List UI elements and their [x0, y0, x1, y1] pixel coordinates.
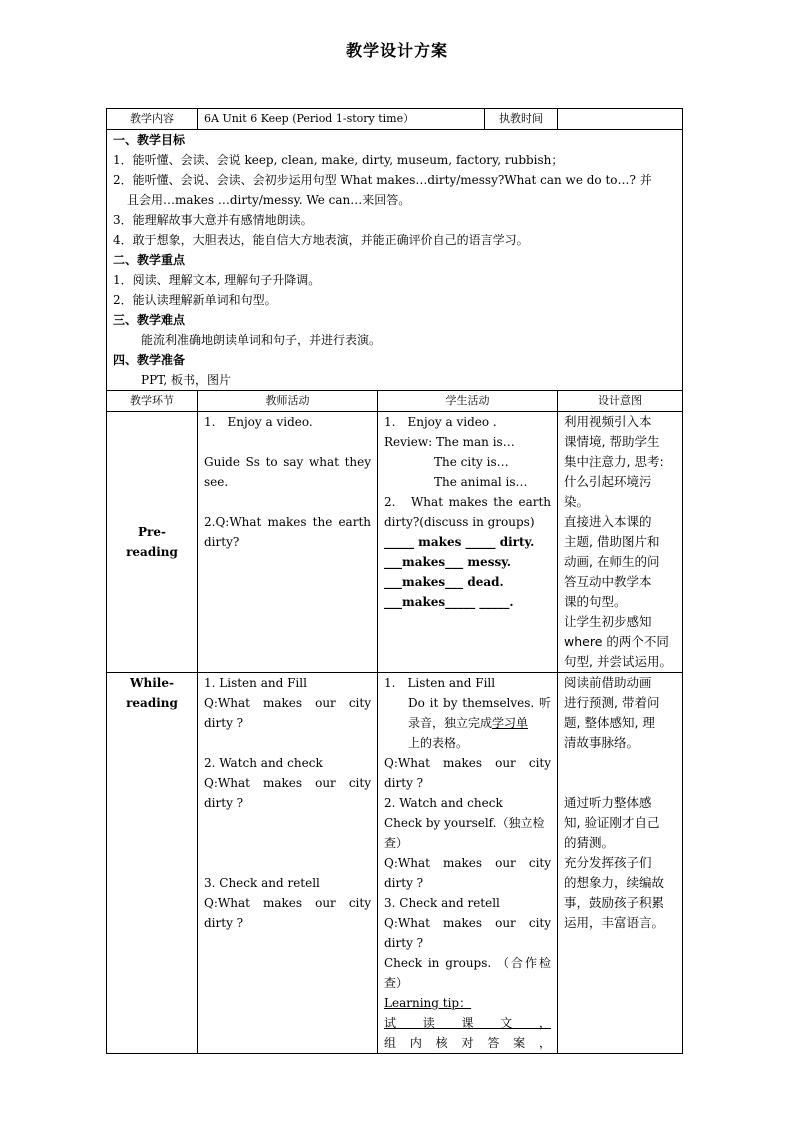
teacher-line: dirty ? [204, 716, 244, 730]
student-line: dirty ? [384, 776, 424, 790]
student-line: _____ makes _____ dirty. [384, 535, 535, 549]
intent-line: 集中注意力, 思考: [564, 454, 664, 469]
table-row [107, 673, 683, 1054]
teacher-line: 2. Watch and check [204, 756, 323, 770]
student-line: dirty?(discuss in groups) [384, 515, 535, 529]
stage-label: Pre-reading [107, 412, 198, 673]
intent-line: 动画, 在师生的问 [564, 554, 660, 569]
intent-line: 课的句型。 [564, 594, 627, 609]
intent-line: 事，鼓励孩子积累 [564, 895, 665, 910]
student-line: The animal is… [434, 475, 528, 489]
student-line: 查） [384, 836, 409, 850]
intent-line: 运用，丰富语言。 [564, 915, 665, 930]
student-line: 1. Enjoy a video . [384, 415, 497, 429]
student-line: 试 读 课 文 ， [384, 1016, 552, 1030]
student-line: 2. What makes the earth [384, 495, 552, 509]
student-line: The city is… [434, 455, 509, 469]
header-row [107, 109, 683, 130]
column-header: 学生活动 [378, 391, 558, 412]
student-line: Review: The man is… [384, 435, 515, 449]
student-line: Q:What makes our city [384, 856, 552, 870]
page-title: 教学设计方案 [345, 41, 448, 60]
intent-line: 答互动中教学本 [564, 574, 652, 589]
teacher-line: dirty? [204, 535, 240, 549]
intent-line: 课情境, 帮助学生 [564, 434, 660, 449]
intent-line: 的猜测。 [564, 835, 615, 850]
student-line: 组 内 核 对 答 案 ， [384, 1036, 552, 1050]
teacher-line: Q:What makes our city [204, 696, 371, 710]
stage-line: reading [126, 696, 178, 710]
student-line: Q:What makes our city [384, 756, 552, 770]
objective-item: 2．能听懂、会说、会读、会初步运用句型 What makes…dirty/messy?What can we do to…? 并 [113, 173, 652, 187]
teacher-line: see. [204, 475, 229, 489]
objective-item: 且会用…makes …dirty/messy. We can…来回答。 [127, 193, 411, 207]
teacher-line: dirty ? [204, 796, 244, 810]
intent-line: 清故事脉络。 [564, 735, 640, 750]
intent-line: 知, 验证刚才自己 [564, 815, 660, 830]
intent-line: 的想象力，续编故 [564, 875, 665, 890]
teacher-line: dirty ? [204, 916, 244, 930]
worksheet-link: 学习单 [492, 716, 529, 730]
difficulty-item: 能流利准确地朗读单词和句子，并进行表演。 [141, 333, 382, 347]
student-line: Check by yourself.（独立检 [384, 816, 545, 830]
design-intent [558, 673, 683, 1054]
student-line: Q:What makes our city [384, 916, 552, 930]
intent-line: 主题, 借助图片和 [564, 534, 660, 549]
key-point-item: 2．能认读理解新单词和句型。 [113, 293, 277, 307]
student-line: 2. Watch and check [384, 796, 503, 810]
student-line: ___makes_____ _____. [384, 595, 514, 609]
stage-line: While- [130, 676, 174, 690]
learning-tip: Learning tip： [384, 996, 472, 1010]
intent-line: 利用视频引入本 [564, 414, 652, 429]
table-row [107, 412, 683, 673]
student-activity [378, 412, 558, 673]
teacher-line: 1. Listen and Fill [204, 676, 307, 690]
objective-item: 3．能理解故事大意并有感情地朗读。 [113, 213, 313, 227]
content-value [198, 109, 558, 130]
objectives-row [107, 130, 683, 391]
intent-line: 直接进入本课的 [564, 514, 652, 529]
student-line: 查） [384, 976, 409, 990]
intent-line: 阅读前借助动画 [564, 675, 652, 690]
intent-line: 句型, 并尝试运用。 [564, 654, 672, 669]
student-activity [378, 673, 558, 1054]
teacher-activity [198, 673, 378, 1054]
intent-line: 让学生初步感知 [564, 614, 652, 629]
intent-line: 什么引起环境污 [564, 474, 652, 489]
stage-label [107, 673, 198, 1054]
intent-line: where 的两个不同 [564, 634, 669, 649]
column-header-row [107, 391, 683, 412]
teacher-line: Guide Ss to say what they [204, 455, 371, 469]
intent-line: 充分发挥孩子们 [564, 855, 652, 870]
difficulties-heading: 三、教学难点 [113, 313, 186, 327]
student-line [384, 713, 551, 733]
student-line: 1. Listen and Fill [384, 676, 496, 690]
student-line: Do it by themselves. 听 [408, 696, 552, 710]
student-line: Check in groups. （合作检 [384, 956, 552, 970]
preparation-heading: 四、教学准备 [113, 353, 186, 367]
intent-line: 进行预测, 带着问 [564, 695, 660, 710]
content-text: 6A Unit 6 Keep (Period 1-story time） [204, 112, 415, 125]
objective-item: 4．敢于想象，大胆表达，能自信大方地表演，并能正确评价自己的语言学习。 [113, 233, 529, 247]
student-line: 3. Check and retell [384, 896, 500, 910]
teacher-line: 2.Q:What makes the earth [204, 515, 371, 529]
intent-line: 通过听力整体感 [564, 795, 652, 810]
intent-line: 染。 [564, 494, 590, 509]
column-header: 教师活动 [198, 391, 378, 412]
teacher-line: 3. Check and retell [204, 876, 320, 890]
intent-line: 题, 整体感知, 理 [564, 715, 655, 730]
teacher-line: Q:What makes our city [204, 896, 371, 910]
key-points-heading: 二、教学重点 [113, 253, 186, 267]
content-label: 教学内容 [107, 109, 198, 130]
date-value [558, 109, 683, 130]
teacher-line: 1. Enjoy a video. [204, 415, 313, 429]
objective-item: 1．能听懂、会读、会说 keep, clean, make, dirty, museum, factory, rubbish； [113, 153, 564, 167]
student-line: ___makes___ dead. [384, 575, 504, 589]
student-line: ___makes___ messy. [384, 555, 511, 569]
date-label: 执教时间 [484, 109, 557, 129]
student-line: dirty ? [384, 936, 424, 950]
student-line: 上的表格。 [408, 736, 469, 750]
design-intent [558, 412, 683, 673]
student-text: 录音，独立完成 [408, 716, 493, 730]
lesson-plan-table [106, 108, 683, 1054]
preparation-item: PPT, 板书，图片 [141, 373, 232, 387]
key-point-item: 1．阅读、理解文本, 理解句子升降调。 [113, 273, 321, 287]
objectives-heading: 一、教学目标 [113, 133, 186, 147]
teacher-activity [198, 412, 378, 673]
teacher-line: Q:What makes our city [204, 776, 371, 790]
student-line: dirty ? [384, 876, 424, 890]
column-header: 教学环节 [107, 391, 198, 412]
column-header: 设计意图 [558, 391, 683, 412]
